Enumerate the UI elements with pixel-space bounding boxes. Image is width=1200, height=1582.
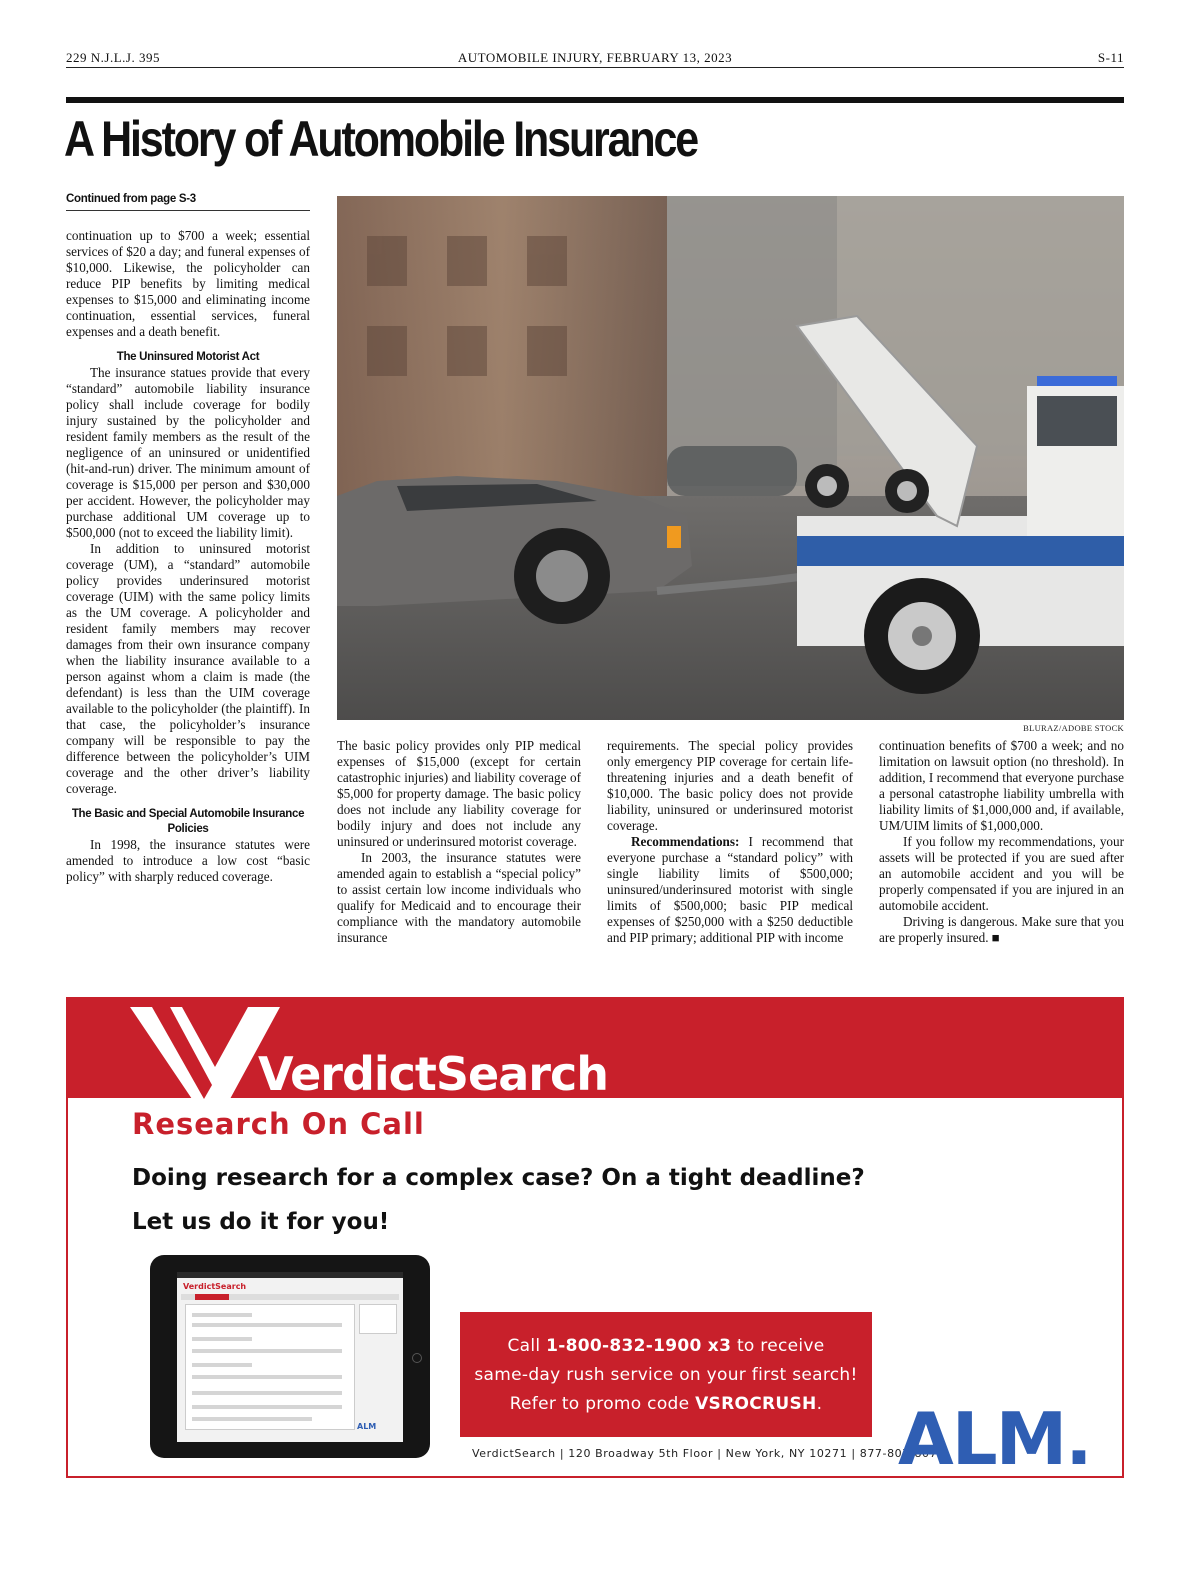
cta-text: .: [816, 1394, 823, 1414]
subhead-uninsured-motorist: The Uninsured Motorist Act: [116, 351, 260, 363]
ad-line-1: Doing research for a complex case? On a tight deadline?: [132, 1165, 865, 1191]
ad-subtitle: Research On Call: [132, 1107, 425, 1141]
article-headline: A History of Automobile Insurance: [64, 111, 698, 167]
paragraph: requirements. The special policy provides only emergency PIP coverage for certain life-threatening injuries and a death benefit of $10,000. The basic policy does not provide liability, uninsured or underinsured motorist coverage.: [607, 738, 853, 833]
alm-logo: ALM.: [898, 1397, 1091, 1478]
phone-number: 1-800-832-1900 x3: [546, 1336, 732, 1356]
article-column-3: [607, 738, 853, 946]
article-column-2: [337, 738, 581, 946]
paragraph: continuation up to $700 a week; essential services of $20 a day; and funeral expenses of $10,000. Likewise, the policyholder can reduce PIP benefits by limiting medical expenses to $15,000 and eliminating income continuation, essential services, funeral expenses and a death benefit.: [66, 228, 310, 339]
article-column-4: [879, 738, 1124, 946]
page-number: S-11: [1097, 50, 1124, 65]
paragraph: [607, 834, 853, 946]
recommendations-text: I recommend that everyone purchase a “standard policy” with single liability limits of $500,000; uninsured/underinsured motorist with single limits of $500,000; basic PIP medical expenses of $250,000 with a $250 deductible and PIP primary; additional PIP with income: [607, 834, 854, 945]
tablet-image: [150, 1255, 430, 1458]
header-rule: [66, 97, 1124, 103]
tablet-home-button: [412, 1353, 422, 1363]
cta-text: same-day rush service on your first search!: [474, 1365, 858, 1385]
article-column-1: [66, 228, 310, 885]
citation: 229 N.J.L.J. 395: [66, 50, 160, 65]
continued-from: Continued from page S-3: [66, 193, 310, 211]
paragraph: The insurance statues provide that every “standard” automobile liability insurance policy shall include coverage for bodily injury sustained by the policyholder and resident family members as the result of the negligence of an uninsured or unidentified (hit-and-run) driver. The minimum amount of coverage is $15,000 per person and $30,000 per accident. However, the policyholder may purchase additional UM coverage up to $500,000 (not to exceed the liability limit).: [66, 365, 310, 540]
running-header: [66, 50, 1124, 68]
ad-line-2: Let us do it for you!: [132, 1209, 390, 1235]
cta-text: Refer to promo code: [509, 1394, 690, 1414]
paragraph: In 2003, the insurance statutes were amended again to establish a “special policy” to assist certain low income individuals who qualify for Medicaid and to encourage their compliance with the mandatory automobile insurance: [337, 850, 581, 945]
screen-alm-logo: ALM: [357, 1422, 377, 1431]
paragraph: If you follow my recommendations, your assets will be protected if you are sued after an automobile accident and you will be properly compensated if you are injured in an automobile accident.: [879, 834, 1124, 913]
paragraph: In addition to uninsured motorist coverage (UM), a “standard” automobile policy provides underinsured motorist coverage (UIM) with the same policy limits as the UM coverage. A policyholder and resident family members may recover damages from their own insurance company when the liability insurance available to a person against whom a claim is made (the defendant) is less than the UIM coverage available to the policyholder (the plaintiff). In that case, the policyholder’s insurance company will be responsible to pay the difference between the policyholder’s UIM coverage and the other driver’s liability coverage.: [66, 541, 310, 796]
recommendations-label: Recommendations:: [631, 834, 740, 849]
ad-brand: VerdictSearch: [258, 1047, 608, 1101]
section-title: AUTOMOBILE INJURY, FEBRUARY 13, 2023: [457, 50, 733, 65]
cta-text: Call: [507, 1336, 541, 1356]
ad-address: VerdictSearch | 120 Broadway 5th Floor | New York, NY 10271 | 877-807-8076: [472, 1447, 945, 1460]
verdictsearch-advertisement: [66, 997, 1124, 1478]
screen-logo: VerdictSearch: [183, 1282, 247, 1291]
tablet-screen: [177, 1272, 403, 1442]
promo-code: VSROCRUSH: [695, 1394, 817, 1414]
paragraph: In 1998, the insurance statutes were amended to introduce a low cost “basic policy” with sharply reduced coverage.: [66, 837, 310, 884]
paragraph: continuation benefits of $700 a week; and no limitation on lawsuit option (no threshold). In addition, I recommend that everyone purchase a personal catastrophe liability umbrella with liability limits of $1,000,000 and, if available, UM/UIM limits of $1,000,000.: [879, 738, 1124, 833]
photo-credit: BLURAZ/ADOBE STOCK: [1023, 723, 1124, 733]
tow-truck-photo: [337, 196, 1124, 720]
ad-call-to-action: [460, 1312, 872, 1437]
subhead-basic-special-policies: The Basic and Special Automobile Insurance Policies: [71, 808, 305, 835]
paragraph: The basic policy provides only PIP medical expenses of $15,000 (except for certain catastrophic injuries) and liability coverage of $5,000 for property damage. The basic policy does not include any liability coverage for bodily injury and does not include any uninsured or underinsured motorist coverage.: [337, 738, 581, 849]
paragraph: Driving is dangerous. Make sure that you are properly insured. ■: [879, 914, 1124, 945]
cta-text: to receive: [736, 1336, 825, 1356]
